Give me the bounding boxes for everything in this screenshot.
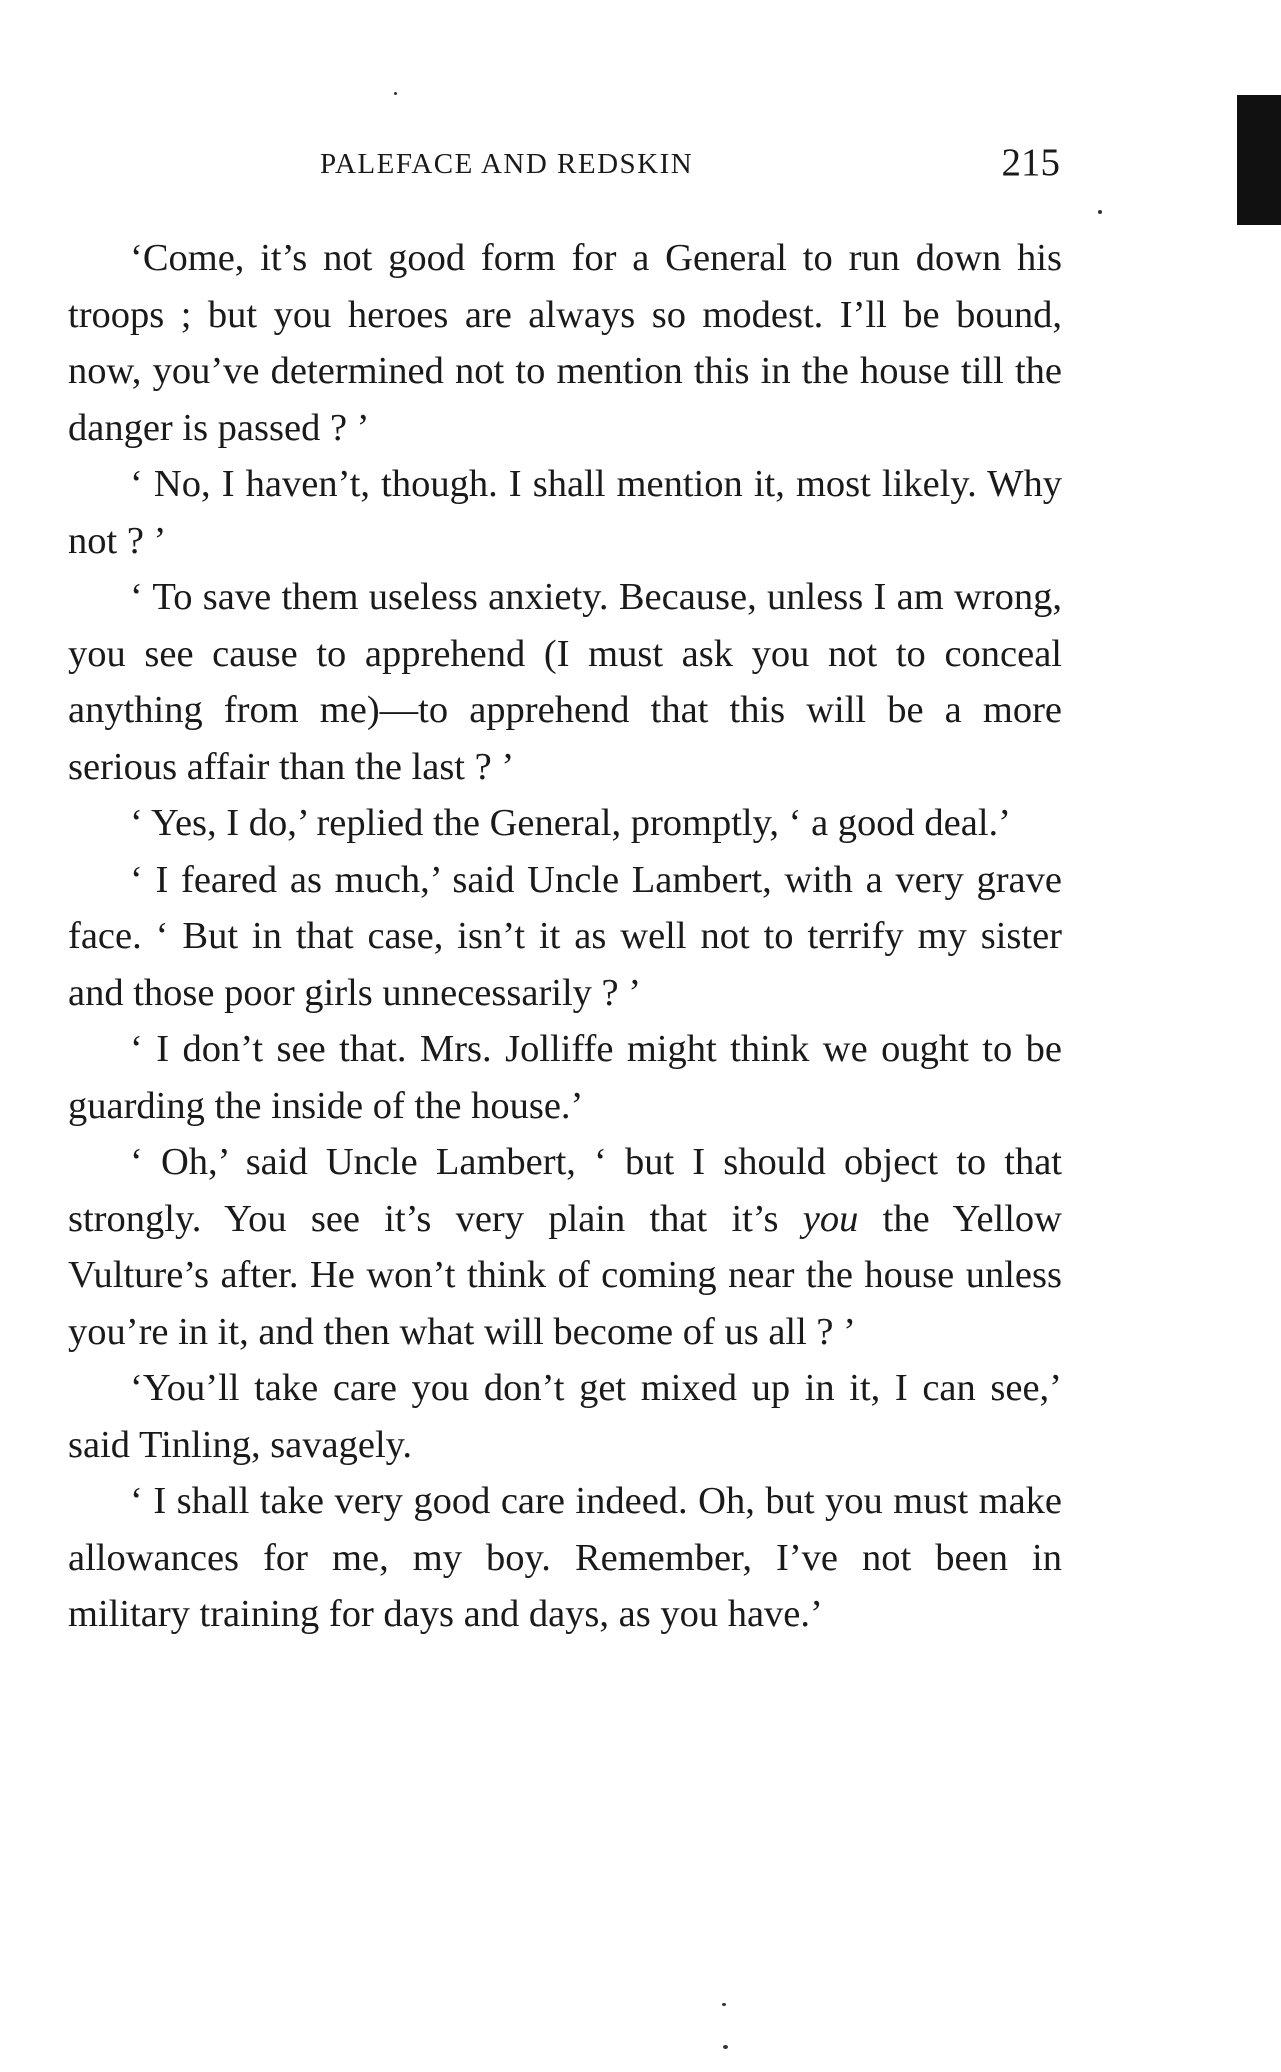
paragraph: ‘ I don’t see that. Mrs. Jolliffe might think we ought to be guarding the inside of the house.’	[68, 1028, 1062, 1127]
paragraph: ‘Come, it’s not good form for a General to run down his troops ; but you heroes are always so modest. I’ll be bound, now, you’ve determined not to mention this in the house till the danger is passed ? ’	[68, 237, 1062, 449]
paragraph: ‘ No, I haven’t, though. I shall mention it, most likely. Why not ? ’	[68, 463, 1062, 562]
emphasized-word: you	[802, 1197, 859, 1240]
body-text	[68, 230, 1062, 1643]
paragraph: ‘ I shall take very good care indeed. Oh, but you must make allowances for me, my boy. Remember, I’ve not been in military training for days and days, as you have.’	[68, 1480, 1062, 1635]
paragraph: ‘ To save them useless anxiety. Because, unless I am wrong, you see cause to apprehend (I must ask you not to conceal anything from me)—to apprehend that this will be a more serious affair than the last ? ’	[68, 576, 1062, 788]
print-speck	[394, 92, 397, 95]
print-speck	[723, 2045, 728, 2049]
print-speck	[1098, 210, 1102, 214]
page-edge-tab	[1237, 95, 1281, 225]
paragraph-text: ‘ Oh,’ said Uncle Lambert, ‘ but I should object to that strongly. You see it’s very plain that it’s	[68, 1141, 1062, 1240]
paragraph	[68, 1134, 1062, 1360]
page-number: 215	[1001, 141, 1060, 184]
running-title: PALEFACE AND REDSKIN	[320, 148, 694, 180]
paragraph: ‘ Yes, I do,’ replied the General, promptly, ‘ a good deal.’	[130, 802, 1011, 844]
paragraph: ‘You’ll take care you don’t get mixed up in it, I can see,’ said Tinling, savagely.	[68, 1367, 1062, 1466]
print-speck	[722, 2003, 726, 2006]
paragraph-text: the Yellow Vulture’s after. He won’t think of coming near the house unless you’re in it, and then what will become of us all ? ’	[68, 1197, 1062, 1353]
paragraph: ‘ I feared as much,’ said Uncle Lambert, with a very grave face. ‘ But in that case, isn’t it as well not to terrify my sister and those poor girls unnecessarily ? ’	[68, 858, 1062, 1014]
running-header	[320, 140, 1060, 190]
